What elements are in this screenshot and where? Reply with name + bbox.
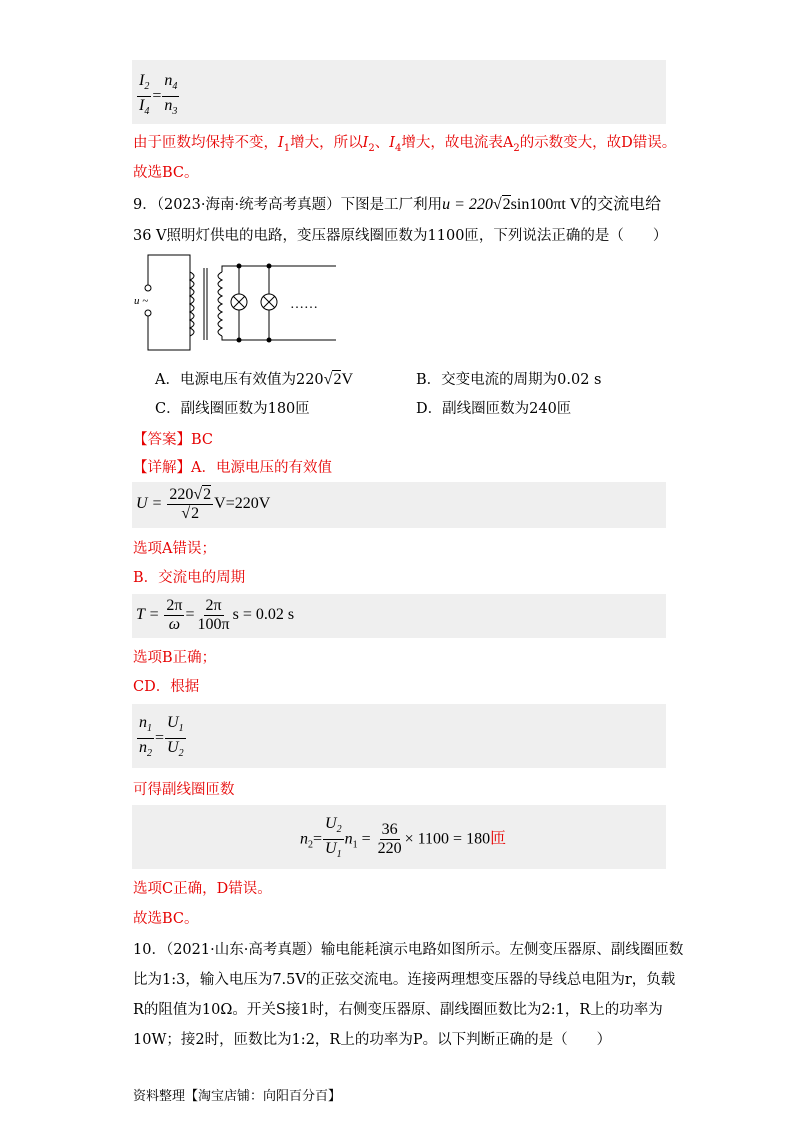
option-cd-verdict: 选项C正确，D错误。 bbox=[133, 881, 272, 897]
lamp-icon bbox=[231, 294, 247, 310]
question-10-line-2: 比为1:3，输入电压为7.5V的正弦交流电。连接两理想变压器的导线总电阻为r，负载 bbox=[133, 972, 676, 988]
option-c: C．副线圈匝数为180匝 bbox=[155, 401, 310, 417]
option-b: B．交变电流的周期为0.02 s bbox=[416, 372, 602, 388]
question-9-line-1: 9．（2023·海南·统考高考真题）下图是工厂利用u = 220√2sin100πt V的交流电给 bbox=[133, 196, 662, 213]
explanation-line: 由于匝数均保持不变，$I_1$增大，所以$I_2$、$I_4$增大，故电流表$A_2$的示数变大，故D错误。 bbox=[133, 135, 677, 154]
formula-turns-ratio: $\frac{n_1}{n_2}$ = $\frac{U_1}{U_2}$ bbox=[136, 714, 187, 763]
page-footer: 资料整理【淘宝店铺：向阳百分百】 bbox=[133, 1089, 342, 1104]
question-10-line-1: 10．（2021·山东·高考真题）输电能耗演示电路如图所示。左侧变压器原、副线圈匝数 bbox=[133, 942, 684, 958]
formula-current-ratio: $\frac{I_2}{I_4}$ = $\frac{n_4}{n_3}$ bbox=[136, 72, 180, 121]
conclusion-line: 故选BC。 bbox=[133, 165, 199, 181]
ellipsis: …… bbox=[290, 297, 318, 312]
fraction: $\frac{220√2}{√2}$ bbox=[169, 486, 212, 522]
fraction: $\frac{36}{220}$ bbox=[377, 821, 402, 858]
part-cd-label: CD．根据 bbox=[133, 679, 200, 695]
question-10-line-3: R的阻值为10Ω。开关S接1时，右侧变压器原、副线圈匝数比为2:1，R上的功率为 bbox=[133, 1002, 663, 1018]
fraction: $\frac{U_1}{U_2}$ bbox=[167, 714, 184, 760]
question-9-line-2: 36 V照明灯供电的电路，变压器原线圈匝数为1100匝，下列说法正确的是（ ） bbox=[133, 228, 668, 244]
fraction: $\frac{U_2}{U_1}$ bbox=[325, 815, 342, 861]
option-a: A．电源电压有效值为220√2V bbox=[155, 371, 353, 388]
source-label: u ~ bbox=[134, 295, 149, 307]
fraction: $\frac{I_2}{I_4}$ bbox=[139, 72, 150, 118]
formula-box-secondary-turns bbox=[132, 805, 666, 869]
final-answer: 故选BC。 bbox=[133, 911, 199, 927]
fraction: $\frac{n_4}{n_3}$ bbox=[164, 72, 178, 118]
detail-label: 【详解】A．电源电压的有效值 bbox=[133, 460, 332, 476]
formula-rms-voltage: U = $\frac{220√2}{√2}$ V=220V bbox=[136, 486, 271, 522]
option-a-verdict: 选项A错误； bbox=[133, 541, 216, 557]
answer-label: 【答案】BC bbox=[133, 432, 214, 448]
formula-box-current-ratio bbox=[132, 60, 666, 124]
formula-box-period bbox=[132, 594, 666, 638]
option-d: D．副线圈匝数为240匝 bbox=[416, 401, 572, 417]
fraction: $\frac{n_1}{n_2}$ bbox=[139, 714, 152, 760]
option-b-verdict: 选项B正确； bbox=[133, 650, 217, 666]
formula-box-rms bbox=[132, 482, 666, 528]
part-b-label: B．交流电的周期 bbox=[133, 570, 246, 586]
question-10-line-4: 10W；接2时，匝数比为1:2，R上的功率为P。以下判断正确的是（ ） bbox=[133, 1032, 612, 1048]
derive-label: 可得副线圈匝数 bbox=[133, 782, 235, 798]
formula-box-turns-ratio bbox=[132, 704, 666, 768]
formula-secondary-turns: $n_2=$ $\frac{U_2}{U_1}$ $n_1$ = $\frac{36}{220}$ × 1100 = 180匝 bbox=[300, 815, 506, 864]
fraction: $\frac{2\pi}{\omega}$ bbox=[166, 597, 183, 633]
lamp-icon bbox=[261, 294, 277, 310]
fraction: $\frac{2\pi}{100\pi}$ bbox=[197, 597, 230, 633]
formula-period: T = $\frac{2\pi}{\omega}$ = $\frac{2\pi}{100\pi}$ s = 0.02 s bbox=[136, 597, 295, 633]
circuit-diagram bbox=[130, 250, 350, 355]
